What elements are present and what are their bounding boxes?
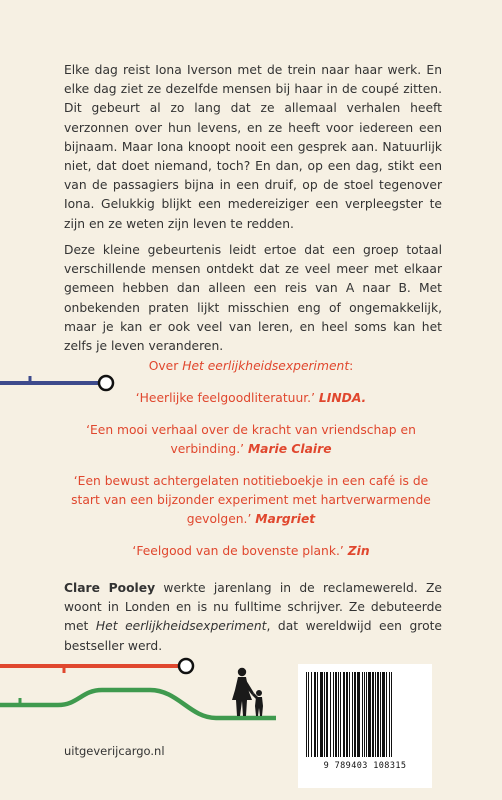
- isbn-barcode: [298, 664, 432, 788]
- quote-1-source: LINDA.: [318, 391, 367, 405]
- blurb-paragraph-2: Deze kleine gebeurtenis leidt ertoe dat een groep totaal verschillende mensen ontdekt dat ze veel meer met elkaar gemeen hebben dan alleen een reis van A naar B. Met onbekenden praten lijkt misschien eng of ongemakkelijk, maar je kan er ook veel van leren, en heel soms kan het zelfs je leven veranderen.: [64, 243, 442, 354]
- publisher-url[interactable]: uitgeverijcargo.nl: [64, 744, 165, 758]
- quote-4: [60, 542, 442, 561]
- barcode-stripe: [391, 672, 392, 757]
- quote-1: [60, 389, 442, 408]
- quote-4-text: ‘Feelgood van de bovenste plank.’: [132, 544, 348, 558]
- barcode-bars: [306, 672, 424, 757]
- author-bio-text-a: werkte jarenlang in de reclamewereld. Ze woont in Londen en is nu fulltime schrijver. Ze debuteerde met: [64, 581, 442, 634]
- quote-1-text: ‘Heerlijke feelgoodliteratuur.’: [135, 391, 319, 405]
- quote-2-text: ‘Een mooi verhaal over de kracht van vriendschap en verbinding.’: [86, 423, 416, 456]
- quote-2-source: Marie Claire: [247, 442, 332, 456]
- press-quotes: [60, 357, 442, 561]
- quotes-intro: [60, 357, 442, 376]
- quote-2: [60, 421, 442, 459]
- quotes-intro-title: Het eerlijkheidsexperiment: [182, 359, 350, 373]
- author-name: Clare Pooley: [64, 581, 156, 595]
- author-book-title: Het eerlijkheidsexperiment: [95, 619, 267, 634]
- quote-4-source: Zin: [347, 544, 370, 558]
- red-line-station-icon: [179, 659, 193, 673]
- barcode-number: 9 789403 108315: [323, 761, 407, 771]
- quote-3: [60, 472, 442, 529]
- quotes-intro-prefix: Over: [148, 359, 183, 373]
- mother-child-silhouette-icon: [232, 668, 263, 716]
- quotes-intro-suffix: :: [349, 359, 354, 373]
- author-bio-text-b: , dat wereldwijd een grote bestseller werd.: [64, 619, 442, 653]
- quote-3-source: Margriet: [255, 512, 316, 526]
- author-bio: [64, 579, 442, 656]
- quote-3-text: ‘Een bewust achtergelaten notitieboekje in een café is de start van een bijzonder experiment met hartverwarmende gevolgen.’: [71, 474, 431, 526]
- blurb-paragraph-1: Elke dag reist Iona Iverson met de trein naar haar werk. En elke dag ziet ze dezelfde mensen bij haar in de coupé zitten. Dit gebeurt al zo lang dat ze allemaal verhalen heeft verzonnen over hun levens, en ze heeft voor iedereen een bijnaam. Maar Iona knoopt nooit een gesprek aan. Natuurlijk niet, dat doet niemand, toch? En dan, op een dag, stikt een van de passagiers bijna in een druif, op de stoel tegenover Iona. Gelukkig blijkt een medereiziger een verpleegster te zijn en ze weten zijn leven te redden.: [64, 63, 442, 231]
